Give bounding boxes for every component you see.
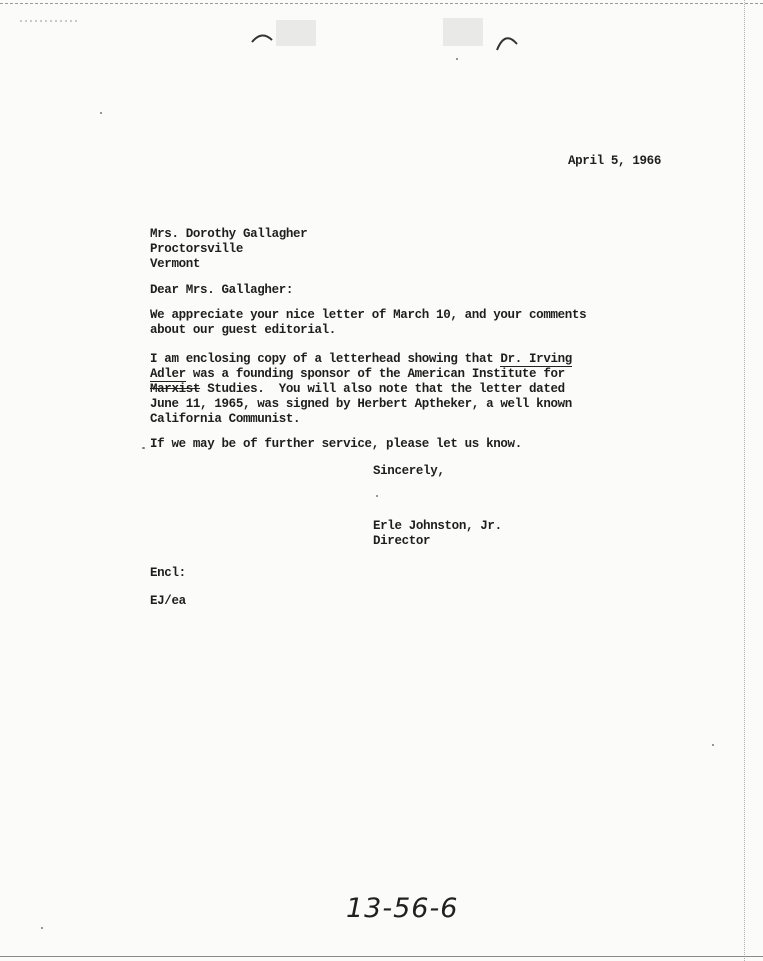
scan-speck — [376, 495, 378, 497]
paragraph-1-line-2: about our guest editorial. — [150, 323, 336, 337]
underlined-name-part-2: Adler — [150, 367, 186, 381]
scan-speck — [712, 744, 714, 746]
enclosure-note: Encl: — [150, 566, 186, 580]
paragraph-1-line-1: We appreciate your nice letter of March 10, and your comments — [150, 308, 587, 322]
underlined-name-part-1: Dr. Irving — [500, 352, 572, 366]
signer-name: Erle Johnston, Jr. — [373, 519, 502, 533]
letter-date: April 5, 1966 — [568, 154, 661, 168]
recipient-name: Mrs. Dorothy Gallagher — [150, 227, 308, 241]
handwritten-file-number: 13-56-6 — [346, 893, 459, 924]
closing: Sincerely, — [373, 464, 445, 478]
recipient-address — [150, 227, 307, 272]
recipient-state: Vermont — [150, 257, 201, 271]
scan-speck — [142, 447, 145, 449]
paragraph-2-line-4: June 11, 1965, was signed by Herbert Aptheker, a well known — [150, 397, 572, 411]
scan-speck — [41, 927, 43, 929]
paragraph-3: If we may be of further service, please let us know. — [150, 437, 522, 451]
signer-title: Director — [373, 534, 431, 548]
paragraph-2-line-5: California Communist. — [150, 412, 301, 426]
scan-speck — [100, 112, 102, 114]
paragraph-2-line-3-text: Studies. You will also note that the letter dated — [200, 382, 565, 396]
salutation: Dear Mrs. Gallagher: — [150, 283, 294, 297]
scan-edge-right — [744, 0, 745, 961]
reference-initials: EJ/ea — [150, 594, 186, 608]
paragraph-1 — [150, 308, 586, 338]
scan-edge-bottom — [0, 956, 763, 957]
recipient-city: Proctorsville — [150, 242, 243, 256]
scan-artifact-top — [0, 0, 763, 60]
scan-speck — [456, 58, 458, 60]
struck-word: Marxist — [150, 382, 201, 396]
paragraph-2-line-1-text: I am enclosing copy of a letterhead showing that — [150, 352, 501, 366]
paragraph-2-line-2-text: was a founding sponsor of the American Institute for — [185, 367, 565, 381]
paragraph-2 — [150, 352, 572, 427]
